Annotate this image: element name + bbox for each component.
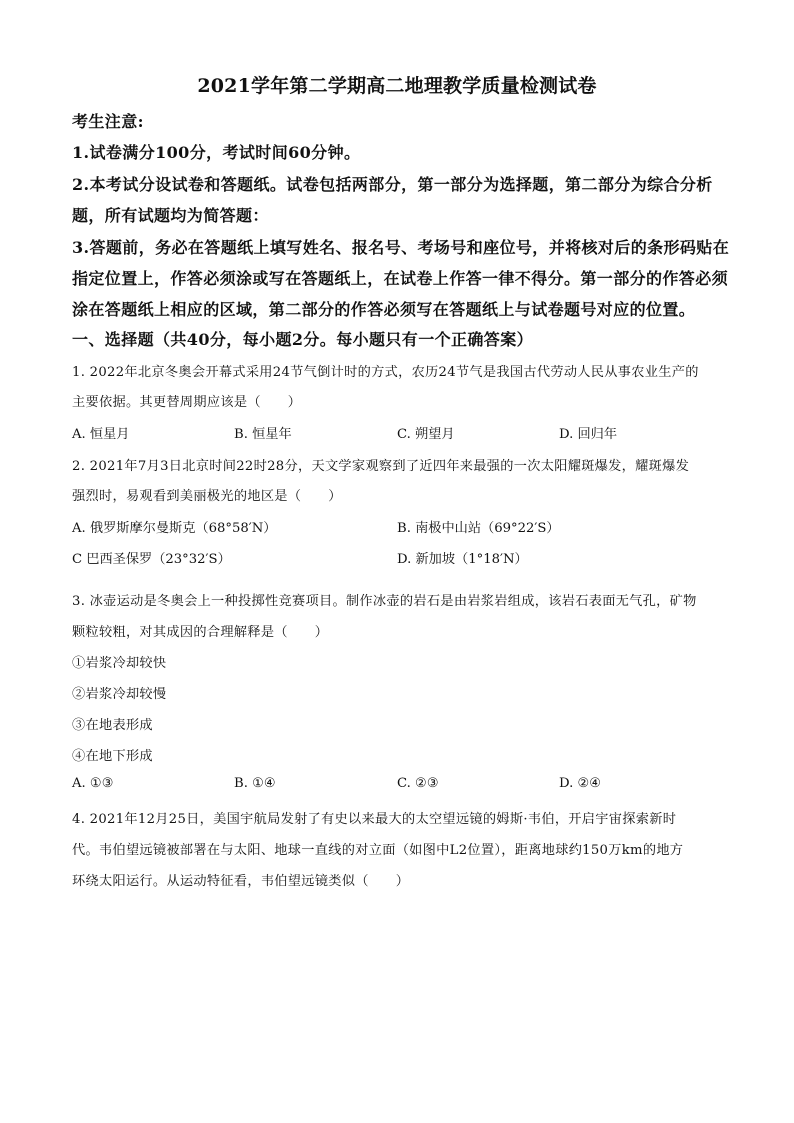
q1-option-a: A. 恒星月: [72, 427, 130, 442]
q3-item-3: ③在地表形成: [72, 718, 153, 733]
q4-stem-line-1: 4. 2021年12月25日，美国宇航局发射了有史以来最大的太空望远镜的姆斯·韦伯，开启宇宙探索新时: [72, 812, 677, 827]
q3-option-a: A. ①③: [72, 776, 114, 791]
q2-option-c: C 巴西圣保罗（23°32′S）: [72, 552, 231, 567]
q2-option-d: D. 新加坡（1°18′N）: [397, 552, 528, 567]
q3-option-c: C. ②③: [397, 776, 439, 791]
exam-title: 2021学年第二学期高二地理教学质量检测试卷: [197, 75, 597, 97]
q1-option-d: D. 回归年: [559, 427, 618, 442]
notice-line-3: 题，所有试题均为简答题：: [72, 206, 269, 225]
q3-stem-line-1: 3. 冰壶运动是冬奥会上一种投掷性竞赛项目。制作冰壶的岩石是由岩浆岩组成，该岩石表面无气孔，矿物: [72, 594, 697, 609]
q3-stem-line-2: 颗粒较粗，对其成因的合理解释是（ ）: [72, 625, 329, 640]
q4-stem-line-3: 环绕太阳运行。从运动特征看，韦伯望远镜类似（ ）: [72, 874, 410, 889]
q1-option-b: B. 恒星年: [234, 427, 292, 442]
q3-item-4: ④在地下形成: [72, 749, 153, 764]
notice-line-5: 指定位置上，作答必须涂或写在答题纸上，在试卷上作答一律不得分。第一部分的作答必须: [72, 269, 729, 288]
q2-option-b: B. 南极中山站（69°22′S）: [397, 521, 560, 536]
q3-option-d: D. ②④: [559, 776, 602, 791]
q1-option-c: C. 朔望月: [397, 427, 455, 442]
q2-option-a: A. 俄罗斯摩尔曼斯克（68°58′N）: [72, 521, 277, 536]
notice-line-4: 3.答题前，务必在答题纸上填写姓名、报名号、考场号和座位号，并将核对后的条形码贴在: [72, 238, 730, 257]
q3-item-2: ②岩浆冷却较慢: [72, 687, 167, 702]
notice-line-6: 涂在答题纸上相应的区域，第二部分的作答必须写在答题纸上与试卷题号对应的位置。: [72, 300, 696, 319]
q1-stem-line-2: 主要依据。其更替周期应该是（ ）: [72, 395, 302, 410]
notice-heading: 考生注意:: [72, 112, 144, 131]
q4-stem-line-2: 代。韦伯望远镜被部署在与太阳、地球一直线的对立面（如图中L2位置），距离地球约150万km的地方: [72, 843, 684, 858]
q3-option-b: B. ①④: [234, 776, 276, 791]
section-heading: 一、选择题（共40分，每小题2分。每小题只有一个正确答案）: [72, 330, 533, 349]
notice-line-2: 2.本考试分设试卷和答题纸。试卷包括两部分，第一部分为选择题，第二部分为综合分析: [72, 175, 713, 194]
q3-item-1: ①岩浆冷却较快: [72, 656, 167, 671]
notice-line-1: 1.试卷满分100分，考试时间60分钟。: [72, 143, 361, 162]
q1-stem-line-1: 1. 2022年北京冬奥会开幕式采用24节气倒计时的方式，农历24节气是我国古代劳动人民从事农业生产的: [72, 365, 699, 380]
q2-stem-line-1: 2. 2021年7月3日北京时间22时28分，天文学家观察到了近四年来最强的一次太阳耀斑爆发，耀斑爆发: [72, 459, 690, 474]
q2-stem-line-2: 强烈时，易观看到美丽极光的地区是（ ）: [72, 489, 342, 504]
